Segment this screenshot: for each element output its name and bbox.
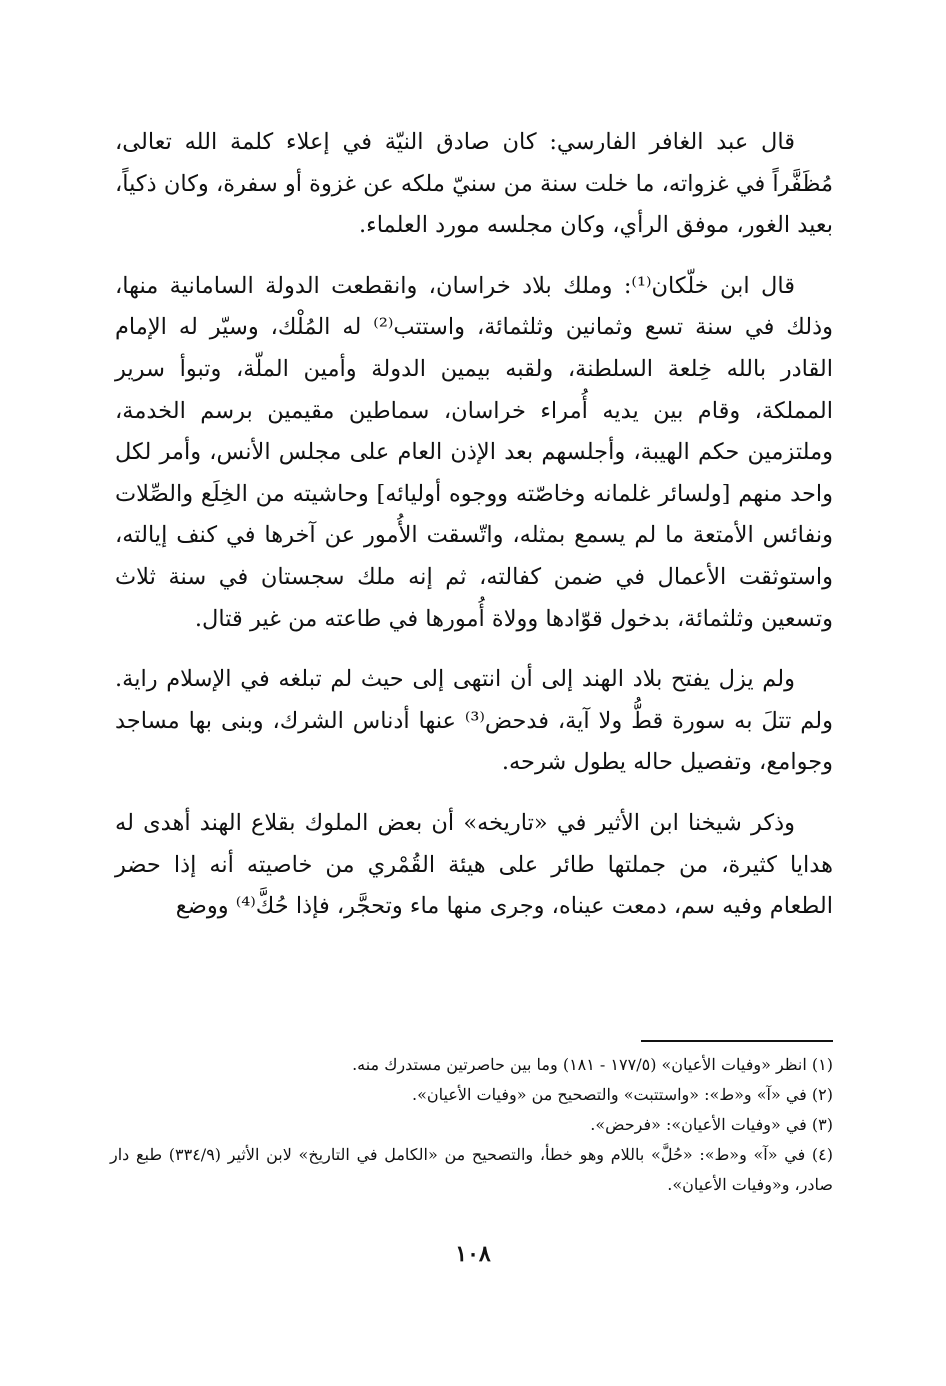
footnote-2: (٢) في «آ» و«ط»: «واستتبت» والتصحيح من «وفيات الأعيان». (412, 1085, 833, 1104)
main-text (115, 122, 833, 947)
footnote-3: (٣) في «وفيات الأعيان»: «فرحض». (590, 1115, 833, 1134)
paragraph-4: وذكر شيخنا ابن الأثير في «تاريخه» أن بعض الملوك بقلاع الهند أهدى له هدايا كثيرة، من جملتها طائر على هيئة القُمْري من خاصيته أنه إذا حضر الطعام وفيه سم، دمعت عيناه، وجرى منها ماء وتحجَّر، فإذا حُكَّ⁽⁴⁾ ووضع (115, 809, 833, 920)
page-number: ١٠٨ (455, 1241, 491, 1267)
footnotes (110, 1050, 833, 1200)
footnote-1: (١) انظر «وفيات الأعيان» (١٧٧/٥ - ١٨١) وما بين حاصرتين مستدرك منه. (352, 1055, 833, 1074)
footnote-separator (641, 1040, 833, 1042)
paragraph-1: قال عبد الغافر الفارسي: كان صادق النيّة في إعلاء كلمة الله تعالى، مُظَفَّراً في غزواته، ما خلت سنة من سنيّ ملكه عن غزوة أو سفرة، وكان ذكياً، بعيد الغور، موفق الرأي، وكان مجلسه مورد العلماء. (115, 129, 833, 239)
footnote-4: (٤) في «آ» و«ط»: «حُلَّ» باللام وهو خطأ، والتصحيح من «الكامل في التاريخ» لابن الأثير (٣٣٤/٩) طبع دار صادر، و«وفيات الأعيان». (110, 1145, 833, 1194)
paragraph-2: قال ابن خلّكان⁽¹⁾: وملك بلاد خراسان، وانقطعت الدولة السامانية منها، وذلك في سنة تسع وثمانين وثلثمائة، واستتب⁽²⁾ له المُلْك، وسيّر له الإمام القادر بالله خِلعة السلطنة، ولقبه بيمين الدولة وأمين الملّة، وتبوأ سرير المملكة، وقام بين يديه أُمراء خراسان، سماطين مقيمين برسم الخدمة، وملتزمين حكم الهيبة، وأجلسهم بعد الإذن العام على مجلس الأنس، وأمر لكل واحد منهم [ولسائر غلمانه وخاصّته ووجوه أوليائه] وحاشيته من الخِلَع والصِّلات ونفائس الأمتعة ما لم يسمع بمثله، واتّسقت الأُمور عن آخرها في كنف إيالته، واستوثقت الأعمال في ضمن كفالته، ثم إنه ملك سجستان في سنة ثلاث وتسعين وثلثمائة، بدخول قوّادها وولاة أُمورها في طاعته من غير قتال. (115, 272, 833, 632)
paragraph-3: ولم يزل يفتح بلاد الهند إلى أن انتهى إلى حيث لم تبلغه في الإسلام راية. ولم تتلَ به سورة قطُّ ولا آية، فدحض⁽³⁾ عنها أدناس الشرك، وبنى بها مساجد وجوامع، وتفصيل حاله يطول شرحه. (115, 666, 833, 776)
